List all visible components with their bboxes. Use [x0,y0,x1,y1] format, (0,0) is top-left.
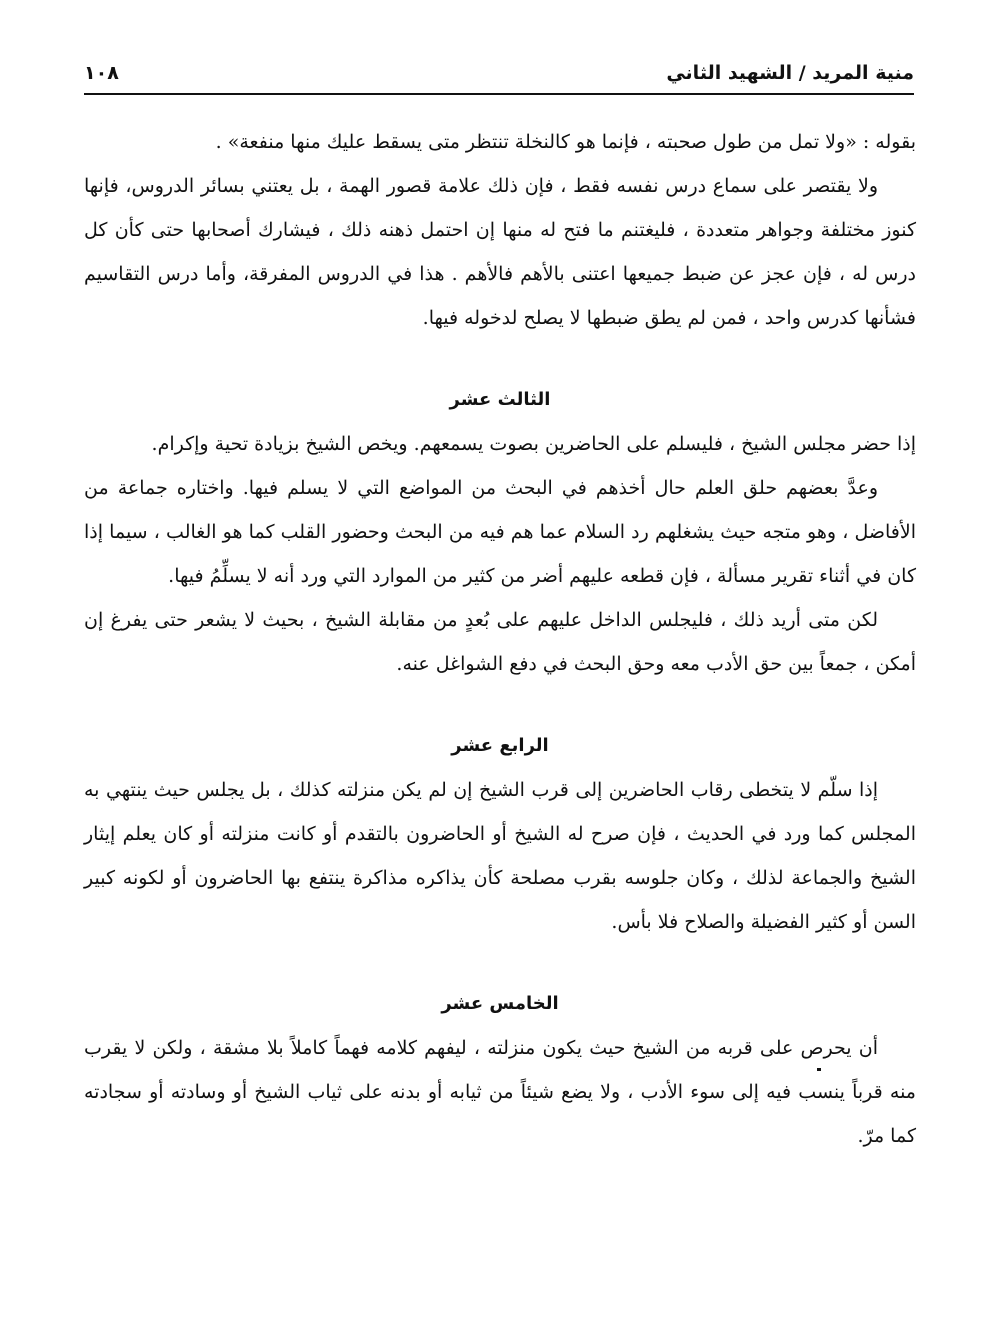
paragraph-quote-continuation: بقوله : «ولا تمل من طول صحبته ، فإنما هو كالنخلة تنتظر متى يسقط عليك منها منفعة» . [215,131,916,153]
body-text [84,120,916,1158]
paragraph-study-circles: وعدَّ بعضهم حلق العلم حال أخذهم في البحث من المواضع التي لا يسلم فيها. واختاره جماعة من الأفاضل ، وهو متجه حيث يشغلهم رد السلام عما هم فيه من البحث وحضور القلب كما هو الغالب ، سيما إذا كان في أثناء تقرير مسألة ، فإن قطعه عليهم أضر من كثير من الموارد التي ورد أنه لا يسلِّمُ فيها. [84,477,916,587]
section-gap [84,686,916,724]
page-number: ١٠٨ [84,62,119,84]
paragraph-proximity: أن يحرص على قربه من الشيخ حيث يكون منزلته ، ليفهم كلامه فهماً كاملاً بلا مشقة ، ولكن لا يقرب منه قرباً ينسب فيه إلى سوء الأدب ، ولا يضع شيئاً من ثيابه أو بدنه على ثياب الشيخ أو وسادته أو سجادته كما مرّ. [84,1037,916,1147]
paragraph-lessons: ولا يقتصر على سماع درس نفسه فقط ، فإن ذلك علامة قصور الهمة ، بل يعتني بسائر الدروس، فإنها كنوز مختلفة وجواهر متعددة ، فليغتنم ما فتح له منها إن احتمل ذهنه ذلك ، فيشارك أصحابها حتى كأن كل درس له ، فإن عجز عن ضبط جميعها اعتنى بالأهم فالأهم . هذا في الدروس المفرقة، وأما درس التقاسيم فشأنها كدرس واحد ، فمن لم يطق ضبطها لا يصلح لدخوله فيها. [84,175,916,329]
section-gap [84,944,916,982]
heading-thirteenth: الثالث عشر [449,389,551,410]
paragraph-greeting: إذا حضر مجلس الشيخ ، فليسلم على الحاضرين بصوت يسمعهم. ويخص الشيخ بزيادة تحية وإكرام. [151,433,916,455]
paragraph-stepping-over: إذا سلّم لا يتخطى رقاب الحاضرين إلى قرب الشيخ إن لم يكن منزلته كذلك ، بل يجلس حيث ينتهي به المجلس كما ورد في الحديث ، فإن صرح له الشيخ أو الحاضرون بالتقدم أو كانت منزلته أو كان يعلم إيثار الشيخ والجماعة لذلك ، وكان جلوسه بقرب مصلحة كأن يذاكره مذاكرة ينتفع بها الحاضرون أو لكونه كبير السن أو كثير الفضيلة والصلاح فلا بأس. [84,779,916,933]
header-rule [84,93,914,95]
heading-fourteenth: الرابع عشر [451,735,549,756]
section-gap [84,340,916,378]
running-header [84,58,914,92]
paragraph-sitting-distance: لكن متى أريد ذلك ، فليجلس الداخل عليهم على بُعدٍ من مقابلة الشيخ ، بحيث لا يشعر حتى يفرغ إن أمكن ، جمعاً بين حق الأدب معه وحق البحث في دفع الشواغل عنه. [84,609,916,675]
heading-fifteenth: الخامس عشر [441,993,559,1014]
running-title: منية المريد / الشهيد الثاني [666,62,914,84]
ink-speck [817,1068,821,1071]
